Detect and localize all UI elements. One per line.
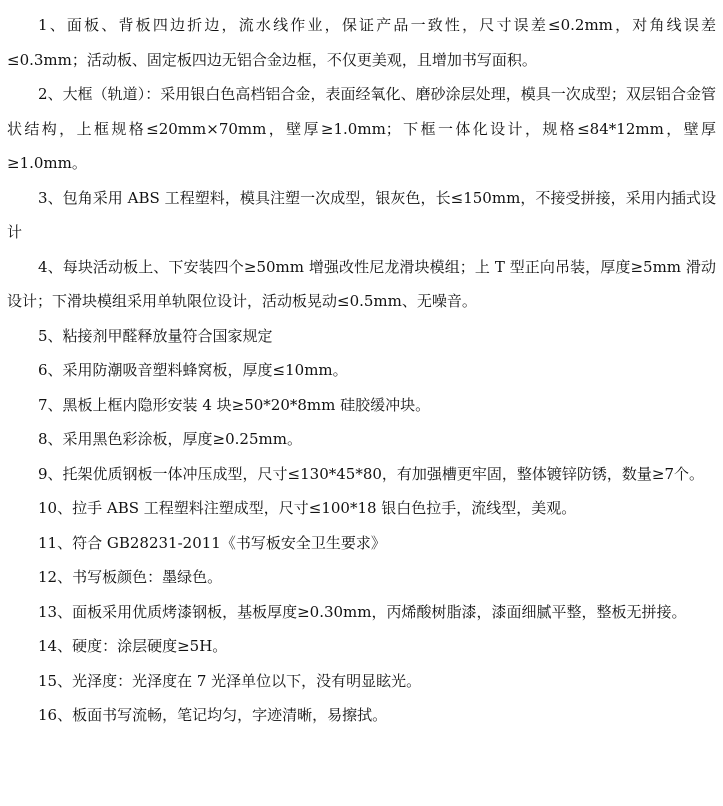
spec-item-10: 10、拉手 ABS 工程塑料注塑成型，尺寸≤100*18 银白色拉手，流线型，美观。 [38, 499, 577, 517]
spec-item-6: 6、采用防潮吸音塑料蜂窝板，厚度≤10mm。 [38, 361, 348, 379]
spec-item-2: 2、大框（轨道）：采用银白色高档铝合金，表面经氧化、磨砂涂层处理，模具一次成型；双层铝合金管状结构，上框规格≤20mm×70mm，壁厚≥1.0mm；下框一体化设计，规格≤84*12mm，壁厚≥1.0mm。 [7, 85, 716, 172]
spec-item-11: 11、符合 GB28231-2011《书写板安全卫生要求》 [38, 533, 386, 552]
spec-item-12: 12、书写板颜色：墨绿色。 [38, 568, 223, 586]
spec-item-13: 13、面板采用优质烤漆钢板，基板厚度≥0.30mm，丙烯酸树脂漆，漆面细腻平整，整板无拼接。 [38, 602, 687, 621]
spec-item-8: 8、采用黑色彩涂板，厚度≥0.25mm。 [38, 430, 302, 448]
spec-item-7: 7、黑板上框内隐形安装 4 块≥50*20*8mm 硅胶缓冲块。 [38, 395, 431, 414]
spec-item-15: 15、光泽度：光泽度在 7 光泽单位以下，没有明显眩光。 [38, 671, 422, 690]
spec-item-5: 5、粘接剂甲醛释放量符合国家规定 [38, 326, 273, 345]
spec-item-9: 9、托架优质钢板一体冲压成型，尺寸≤130*45*80，有加强槽更牢固，整体镀锌防锈，数量≥7个。 [38, 464, 705, 483]
spec-item-4: 4、每块活动板上、下安装四个≥50mm 增强改性尼龙滑块模组；上 T 型正向吊装，厚度≥5mm 滑动设计；下滑块模组采用单轨限位设计，活动板晃动≤0.5mm、无噪音。 [7, 257, 716, 310]
spec-item-16: 16、板面书写流畅，笔记均匀，字迹清晰，易擦拭。 [38, 706, 388, 724]
spec-item-3: 3、包角采用 ABS 工程塑料，模具注塑一次成型，银灰色，长≤150mm，不接受拼接，采用内插式设计 [7, 188, 716, 241]
spec-item-14: 14、硬度：涂层硬度≥5H。 [38, 637, 228, 655]
spec-item-1: 1、面板、背板四边折边，流水线作业，保证产品一致性，尺寸误差≤0.2mm，对角线误差≤0.3mm；活动板、固定板四边无铝合金边框，不仅更美观，且增加书写面积。 [7, 16, 716, 69]
